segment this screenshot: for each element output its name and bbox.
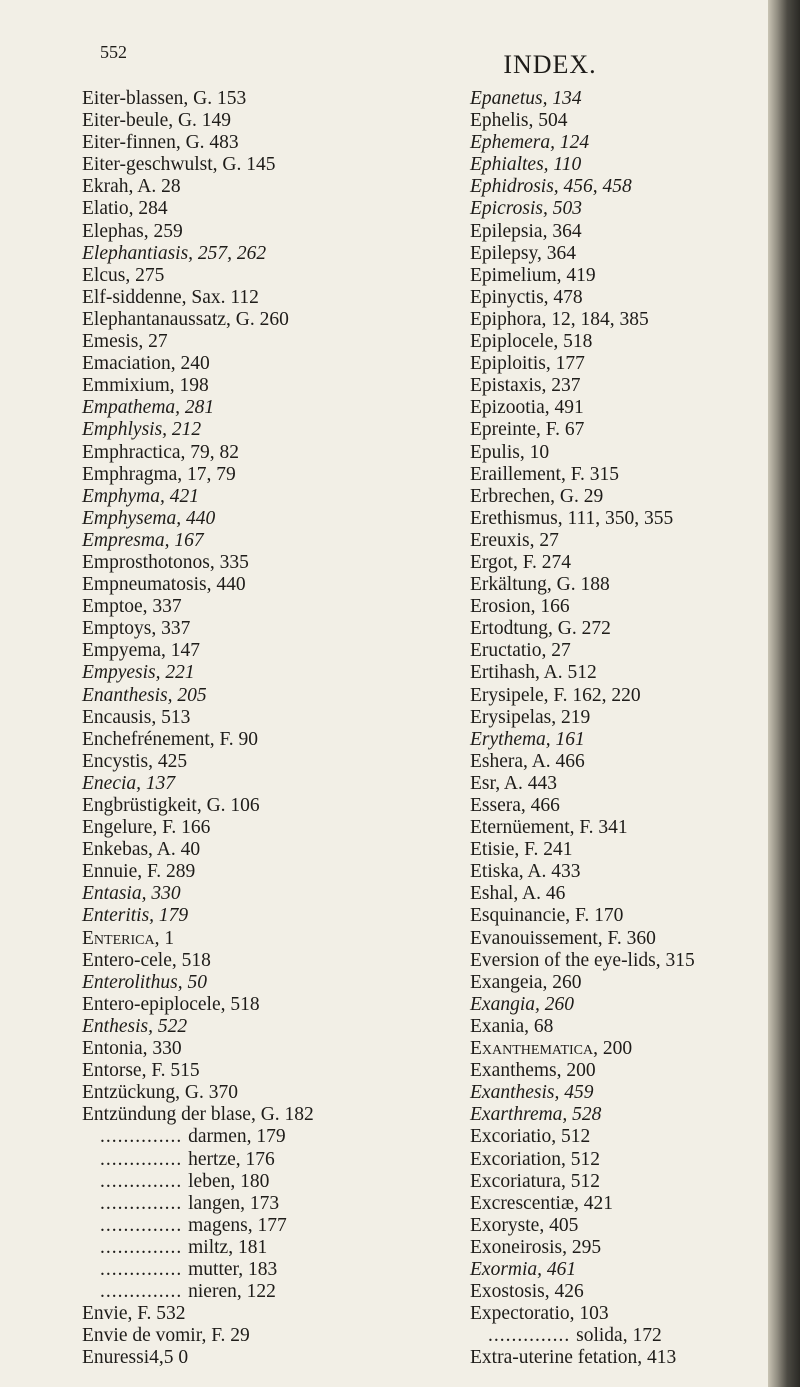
index-entry: [470, 419, 780, 441]
index-entry: [470, 265, 780, 287]
index-entry-text: Ertihash, A. 512: [470, 662, 597, 684]
ditto-leader: ..............: [100, 1148, 189, 1170]
index-entry-text: Erosion, 166: [470, 596, 570, 618]
index-entry-text: Elephas, 259: [82, 220, 183, 242]
index-entry: [82, 442, 462, 464]
index-entry-text: Enanthesis, 205: [82, 684, 207, 706]
index-entry: [470, 176, 780, 198]
index-entry-text: Enecia, 137: [82, 772, 176, 794]
index-entry-text: Entzündung der blase, G. 182: [82, 1104, 314, 1126]
index-entry-text: Epicrosis, 503: [470, 198, 582, 220]
index-entry-text: Encystis, 425: [82, 750, 188, 772]
index-entry-text: Etiska, A. 433: [470, 861, 581, 883]
index-entry-text: Epilepsy, 364: [470, 242, 576, 264]
index-entry: [470, 861, 780, 883]
page-edge: [768, 0, 800, 1387]
ditto-leader: ..............: [100, 1236, 189, 1258]
index-entry: [82, 154, 462, 176]
index-entry: [470, 353, 780, 375]
index-entry: [82, 419, 462, 441]
ditto-leader: ..............: [100, 1281, 189, 1303]
index-entry: [82, 928, 462, 950]
index-entry: [82, 132, 462, 154]
index-entry: [82, 530, 462, 552]
index-entry: [470, 928, 780, 950]
index-entry: [470, 707, 780, 729]
index-entry: [82, 110, 462, 132]
index-entry-text: Esr, A. 443: [470, 772, 557, 794]
index-entry: [82, 883, 462, 905]
index-entry-text: Ephemera, 124: [470, 132, 590, 154]
index-column-right: [470, 88, 780, 1369]
index-entry: [470, 1193, 780, 1215]
index-entry-text: Epiploitis, 177: [470, 353, 585, 375]
index-entry-text: Exoryste, 405: [470, 1214, 579, 1236]
index-entry: [82, 618, 462, 640]
index-entry: [470, 1104, 780, 1126]
index-entry-text: Enterica, 1: [82, 927, 175, 949]
index-entry: [82, 176, 462, 198]
index-entry: [470, 154, 780, 176]
index-entry: [470, 596, 780, 618]
index-entry: [470, 1149, 780, 1171]
index-entry-text: Emphysema, 440: [82, 507, 216, 529]
index-entry-text: Exanthesis, 459: [470, 1082, 594, 1104]
index-entry: [470, 1281, 780, 1303]
index-entry: [470, 110, 780, 132]
index-entry-text: Extra-uterine fetation, 413: [470, 1347, 677, 1369]
index-entry: [470, 795, 780, 817]
index-entry: [470, 331, 780, 353]
index-entry-text: Enthesis, 522: [82, 1015, 188, 1037]
index-entry-text: Exanthematica, 200: [470, 1038, 633, 1060]
index-entry-text: magens, 177: [188, 1214, 287, 1236]
index-entry-text: Eversion of the eye-lids, 315: [470, 949, 695, 971]
ditto-leader: ..............: [488, 1325, 577, 1347]
index-entry-text: Exanthems, 200: [470, 1060, 596, 1082]
index-entry-text: Evanouissement, F. 360: [470, 927, 656, 949]
index-entry-text: Empneumatosis, 440: [82, 574, 246, 596]
index-entry-text: Emphyma, 421: [82, 485, 199, 507]
index-entry: [470, 883, 780, 905]
index-entry: [470, 1215, 780, 1237]
index-entry-text: leben, 180: [188, 1170, 270, 1192]
index-entry-text: Epilepsia, 364: [470, 220, 582, 242]
index-entry: [82, 309, 462, 331]
index-entry-text: Ergot, F. 274: [470, 551, 572, 573]
index-entry-text: Excoriation, 512: [470, 1148, 600, 1170]
index-entry: [82, 1082, 462, 1104]
index-entry-text: Epiplocele, 518: [470, 331, 593, 353]
index-entry: [82, 773, 462, 795]
index-entry: [82, 662, 462, 684]
index-entry-text: Emphractica, 79, 82: [82, 441, 240, 463]
index-entry-text: Engelure, F. 166: [82, 817, 211, 839]
index-entry-text: Exostosis, 426: [470, 1281, 584, 1303]
index-entry-text: Envie de vomir, F. 29: [82, 1325, 250, 1347]
index-entry: [82, 1215, 462, 1237]
index-entry: [470, 1060, 780, 1082]
index-entry: [470, 640, 780, 662]
index-entry: [470, 994, 780, 1016]
page-number: 552: [100, 42, 127, 62]
index-entry-text: Emptoys, 337: [82, 618, 191, 640]
index-entry-text: Entzückung, G. 370: [82, 1082, 238, 1104]
index-entry: [470, 397, 780, 419]
index-entry-text: Epiphora, 12, 184, 385: [470, 308, 649, 330]
index-entry: [470, 685, 780, 707]
index-entry: [82, 795, 462, 817]
index-entry: [470, 309, 780, 331]
index-entry-text: Empresma, 167: [82, 529, 204, 551]
index-entry: [82, 243, 462, 265]
index-entry-text: Eiter-finnen, G. 483: [82, 132, 239, 154]
index-entry: [82, 1171, 462, 1193]
index-entry-text: Essera, 466: [470, 795, 560, 816]
index-entry: [82, 552, 462, 574]
index-entry: [82, 1281, 462, 1303]
index-entry-text: Empyema, 147: [82, 640, 201, 662]
index-entry-text: Ekrah, A. 28: [82, 176, 181, 198]
ditto-leader: ..............: [100, 1192, 189, 1214]
index-entry-text: Emphragma, 17, 79: [82, 463, 236, 485]
index-entry: [470, 662, 780, 684]
index-entry: [82, 198, 462, 220]
index-entry: [82, 375, 462, 397]
index-entry-text: Exormia, 461: [470, 1258, 577, 1280]
index-entry-text: Ereuxis, 27: [470, 529, 559, 551]
index-entry: [82, 221, 462, 243]
index-entry-text: Elf-siddenne, Sax. 112: [82, 286, 259, 308]
index-entry-text: Epulis, 10: [470, 441, 550, 463]
index-entry-text: langen, 173: [188, 1192, 280, 1214]
index-entry: [470, 1082, 780, 1104]
index-entry: [470, 1016, 780, 1038]
index-entry: [470, 1259, 780, 1281]
index-entry: [470, 972, 780, 994]
index-entry-text: Envie, F. 532: [82, 1303, 186, 1325]
index-entry: [82, 839, 462, 861]
index-entry-text: Elatio, 284: [82, 198, 168, 220]
page-title: INDEX.: [503, 50, 597, 79]
index-entry: [82, 1126, 462, 1148]
index-entry-text: Ennuie, F. 289: [82, 861, 196, 883]
index-entry: [82, 640, 462, 662]
index-entry: [82, 972, 462, 994]
index-entry: [82, 707, 462, 729]
index-entry: [82, 464, 462, 486]
index-entry-text: Excoriatio, 512: [470, 1126, 591, 1148]
index-entry-text: Exania, 68: [470, 1015, 554, 1037]
index-entry: [470, 1038, 780, 1060]
index-entry-text: miltz, 181: [188, 1236, 268, 1258]
index-entry: [470, 464, 780, 486]
index-entry-text: Exarthrema, 528: [470, 1104, 602, 1126]
index-entry-text: Eructatio, 27: [470, 640, 571, 662]
index-entry-text: Enteritis, 179: [82, 905, 189, 927]
index-entry: [470, 618, 780, 640]
ditto-leader: ..............: [100, 1126, 189, 1148]
index-entry-text: Erethismus, 111, 350, 355: [470, 507, 674, 529]
index-entry-text: Elcus, 275: [82, 264, 165, 286]
index-entry-text: Empyesis, 221: [82, 662, 195, 684]
index-entry-text: Emprosthotonos, 335: [82, 551, 249, 573]
index-entry-text: Exoneirosis, 295: [470, 1236, 602, 1258]
index-entry-text: Eiter-beule, G. 149: [82, 110, 232, 132]
index-entry-text: Eshera, A. 466: [470, 750, 585, 772]
index-column-left: [82, 88, 462, 1369]
index-entry: [470, 508, 780, 530]
index-entry-text: Eshal, A. 46: [470, 883, 566, 905]
index-entry: [470, 751, 780, 773]
index-entry: [470, 1347, 780, 1369]
index-entry: [82, 994, 462, 1016]
index-entry: [82, 1237, 462, 1259]
index-entry: [470, 530, 780, 552]
index-entry-text: Elephantanaussatz, G. 260: [82, 308, 289, 330]
index-entry: [82, 88, 462, 110]
index-entry: [470, 950, 780, 972]
index-entry: [470, 1171, 780, 1193]
index-entry-text: Ephialtes, 110: [470, 154, 582, 176]
index-entry-text: Emaciation, 240: [82, 353, 210, 375]
index-entry-text: Enuressi4,5 0: [82, 1347, 189, 1369]
index-entry: [470, 574, 780, 596]
index-entry: [470, 817, 780, 839]
index-entry-text: Engbrüstigkeit, G. 106: [82, 795, 260, 816]
index-entry-text: Entero-cele, 518: [82, 949, 211, 971]
index-entry-text: Epinyctis, 478: [470, 286, 583, 308]
index-entry: [82, 950, 462, 972]
index-entry: [82, 729, 462, 751]
ditto-leader: ..............: [100, 1214, 189, 1236]
index-entry-text: Esquinancie, F. 170: [470, 905, 624, 927]
index-entry-text: Entero-epiplocele, 518: [82, 993, 260, 1015]
index-entry-text: Excrescentiæ, 421: [470, 1192, 613, 1214]
index-entry: [470, 486, 780, 508]
index-entry-text: Erysipelas, 219: [470, 706, 591, 728]
index-entry-text: Erkältung, G. 188: [470, 574, 610, 596]
index-entry-text: Enchefrénement, F. 90: [82, 728, 259, 750]
index-entry: [82, 685, 462, 707]
index-entry-text: Enterolithus, 50: [82, 971, 207, 993]
index-entry-text: hertze, 176: [188, 1148, 275, 1170]
index-entry: [470, 287, 780, 309]
index-entry-text: Ephidrosis, 456, 458: [470, 176, 632, 198]
index-entry-text: Eraillement, F. 315: [470, 463, 619, 485]
index-entry-text: nieren, 122: [188, 1281, 276, 1303]
index-entry: [82, 265, 462, 287]
index-entry: [82, 287, 462, 309]
index-entry-text: Entorse, F. 515: [82, 1060, 200, 1082]
index-entry-text: Emesis, 27: [82, 331, 168, 353]
index-entry: [82, 751, 462, 773]
index-entry-text: Ertodtung, G. 272: [470, 618, 611, 640]
index-entry: [82, 508, 462, 530]
index-entry: [470, 375, 780, 397]
ditto-leader: ..............: [100, 1258, 189, 1280]
index-entry: [82, 817, 462, 839]
index-entry-text: Enkebas, A. 40: [82, 839, 201, 861]
index-entry-text: Etisie, F. 241: [470, 839, 573, 861]
index-entry-text: Entonia, 330: [82, 1038, 182, 1060]
index-entry: [82, 486, 462, 508]
index-entry-text: Emmixium, 198: [82, 375, 209, 397]
index-entry-text: Excoriatura, 512: [470, 1170, 600, 1192]
index-entry-text: Expectoratio, 103: [470, 1303, 609, 1325]
index-entry: [82, 905, 462, 927]
index-entry-text: Emphlysis, 212: [82, 419, 202, 441]
index-entry: [470, 243, 780, 265]
index-entry: [82, 1303, 462, 1325]
index-entry-text: Exangia, 260: [470, 993, 574, 1015]
index-entry-text: Erythema, 161: [470, 728, 585, 750]
index-entry: [470, 221, 780, 243]
index-entry: [470, 1303, 780, 1325]
index-entry: [82, 353, 462, 375]
index-entry: [470, 905, 780, 927]
index-entry-text: Epizootia, 491: [470, 397, 584, 419]
index-entry: [82, 397, 462, 419]
index-entry-text: Epistaxis, 237: [470, 375, 581, 397]
index-entry: [82, 1149, 462, 1171]
index-entry-text: Eiter-blassen, G. 153: [82, 88, 247, 109]
index-entry: [82, 574, 462, 596]
index-entry: [82, 1060, 462, 1082]
index-entry-text: Epanetus, 134: [470, 88, 582, 109]
index-entry-text: Ephelis, 504: [470, 110, 568, 132]
index-entry-text: Encausis, 513: [82, 706, 191, 728]
index-entry-text: Eternüement, F. 341: [470, 817, 628, 839]
index-entry: [82, 1325, 462, 1347]
ditto-leader: ..............: [100, 1170, 189, 1192]
index-entry-text: darmen, 179: [188, 1126, 286, 1148]
index-entry-text: Erysipele, F. 162, 220: [470, 684, 641, 706]
index-entry: [470, 198, 780, 220]
index-entry: [82, 1347, 462, 1369]
index-entry: [82, 1259, 462, 1281]
index-entry-text: Entasia, 330: [82, 883, 181, 905]
index-entry: [470, 773, 780, 795]
index-entry: [82, 596, 462, 618]
index-entry-text: Erbrechen, G. 29: [470, 485, 604, 507]
index-entry: [470, 552, 780, 574]
index-entry: [470, 839, 780, 861]
index-entry: [82, 331, 462, 353]
index-entry-text: Epimelium, 419: [470, 264, 596, 286]
index-entry: [82, 1104, 462, 1126]
index-entry-text: mutter, 183: [188, 1258, 278, 1280]
index-entry: [470, 132, 780, 154]
index-entry: [470, 1325, 780, 1347]
index-entry: [82, 861, 462, 883]
index-entry: [470, 442, 780, 464]
index-entry-text: Emptoe, 337: [82, 596, 182, 618]
index-entry-text: Exangeia, 260: [470, 971, 582, 993]
index-entry: [470, 1126, 780, 1148]
index-entry-text: Elephantiasis, 257, 262: [82, 242, 267, 264]
index-entry-text: Empathema, 281: [82, 397, 215, 419]
index-entry-text: solida, 172: [576, 1325, 662, 1347]
index-entry: [470, 729, 780, 751]
index-entry: [82, 1193, 462, 1215]
index-entry: [470, 1237, 780, 1259]
index-entry: [82, 1038, 462, 1060]
index-entry: [470, 88, 780, 110]
index-entry: [82, 1016, 462, 1038]
index-entry-text: Epreinte, F. 67: [470, 419, 585, 441]
index-entry-text: Eiter-geschwulst, G. 145: [82, 154, 276, 176]
